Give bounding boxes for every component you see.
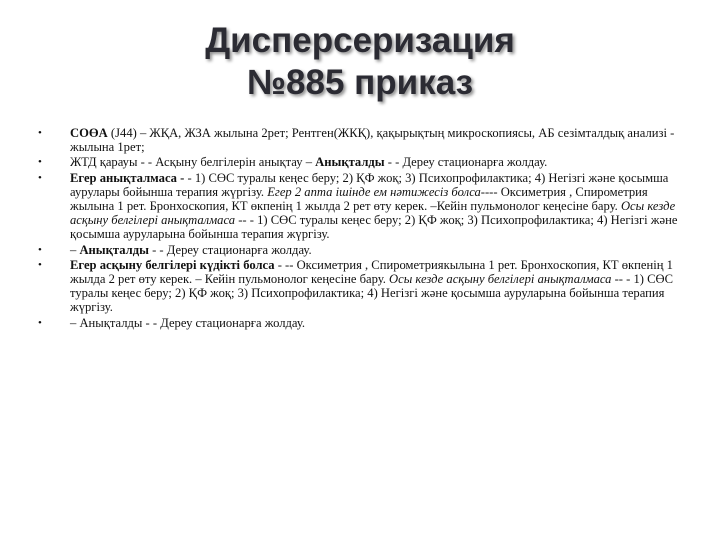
bullet-text-segment: Анықталды (79, 242, 149, 257)
bullet-text-segment: - 1) СӨС туралы кеңес беру; 2) ҚФ жоқ; 3) Психопрофилактика; 4) Негізгі және қосымша аурулары бойынша терапия жүргізу. (70, 170, 669, 199)
bullet-item (38, 171, 678, 242)
bullet-item (38, 155, 678, 169)
bullet-text-segment: Егер 2 апта ішінде ем нәтижесіз болса (267, 184, 481, 199)
bullet-item (38, 243, 678, 257)
slide-title (0, 20, 720, 104)
bullet-marker: • (38, 156, 42, 169)
bullet-item (38, 126, 678, 154)
bullet-text-segment: Егер асқыну белгілері күдікті болса (70, 257, 275, 272)
bullet-text-segment: - - Дереу стационарға жолдау. (384, 155, 548, 170)
bullet-marker: • (38, 316, 42, 329)
bullet-item (38, 316, 678, 330)
bullet-text-segment: Анықталды (315, 155, 385, 170)
bullet-text-segment: - - Дереу стационарға жолдау. (148, 242, 312, 257)
bullet-marker: • (38, 243, 42, 256)
bullet-text-segment: - -- Оксиметрия , Спирометриякылына 1 рет. Бронхоскопия, КТ өкпенің 1 жылда 2 рет өту керек. – Кейін пульмонолог кеңесіне бару. (70, 257, 673, 287)
bullet-marker: • (38, 258, 42, 271)
bullet-text-segment: СОӨА (70, 126, 108, 140)
bullet-text-segment: – Анықталды - - Дереу стационарға жолдау. (70, 315, 306, 330)
bullet-item (38, 258, 678, 315)
bullet-text-segment: Осы кезде асқыну белгілері анықталмаса (70, 199, 676, 228)
title-line-1: Дисперсеризация (205, 21, 515, 60)
bullet-list (38, 126, 678, 331)
bullet-marker: • (38, 171, 42, 184)
bullet-text-segment: (J44) – ЖҚА, ЖЗА жылына 2рет; Рентген(ЖКҚ), қақырықтың микроскопиясы, АБ сезімталдық анализі - жылына 1рет; (70, 126, 675, 155)
bullet-text-segment: – (70, 242, 80, 257)
bullet-marker: • (38, 127, 42, 139)
bullet-text-segment: Егер анықталмаса - (70, 170, 185, 185)
bullet-text-segment: ЖТД қарауы - - Асқыну белгілерін анықтау – (70, 155, 316, 170)
bullet-text-segment: -- - 1) СӨС туралы кеңес беру; 2) ҚФ жоқ; 3) Психопрофилактика; 4) Негізгі және қосымша ауруларына бойынша терапия жүргізу. (70, 272, 674, 315)
title-line-2: №885 приказ (247, 63, 473, 102)
bullet-text-segment: Осы кезде асқыну белгілері анықталмаса (389, 272, 612, 287)
bullet-text-segment: ---- Оксиметрия , Спирометрия жылына 1 рет. Бронхоскопия, КТ өкпенің 1 жылда 2 рет өту керек. –Кейін пульмонолог кеңесіне бару. (70, 184, 648, 214)
bullet-text-segment: -- - 1) СӨС туралы кеңес беру; 2) ҚФ жоқ; 3) Психопрофилактика; 4) Негізгі және қосымша ауруларына бойынша терапия жүргізу. (70, 213, 678, 242)
